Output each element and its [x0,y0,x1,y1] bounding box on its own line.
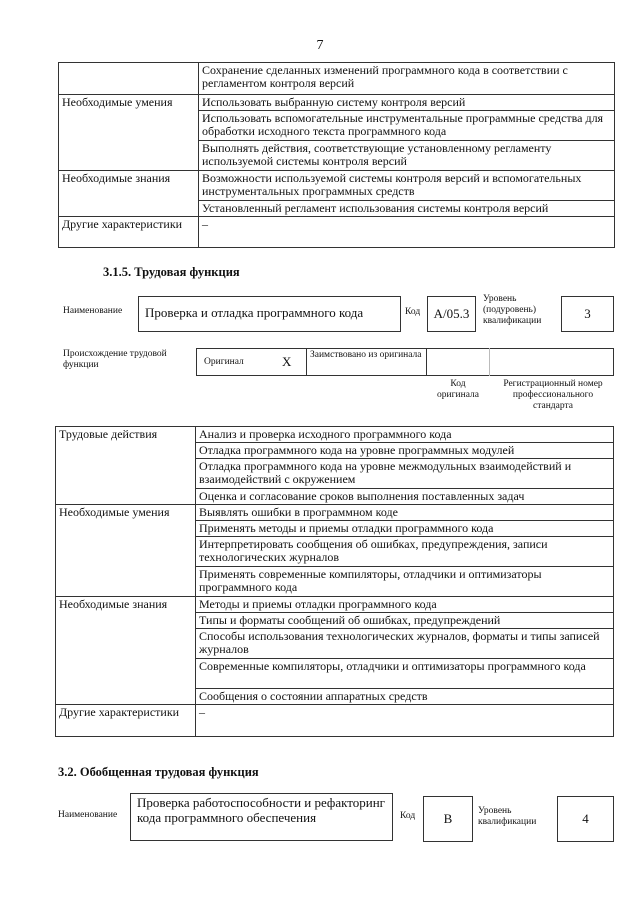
row-label [56,629,196,659]
row-text: Интерпретировать сообщения об ошибках, предупреждения, записи технологических журналов [196,537,614,567]
section-heading-315: 3.1.5. Трудовая функция [103,265,240,279]
name-value-32: Проверка работоспособности и рефакторинг кода программного обеспечения [137,795,386,825]
table-row [56,489,614,505]
level-label: Уровень (подуровень) квалификации [483,294,542,326]
row-label: Другие характеристики [56,705,196,737]
section-heading-32: 3.2. Обобщенная трудовая функция [58,765,259,779]
original-label: Оригинал [204,357,244,367]
row-text: Сохранение сделанных изменений программного кода в соответствии с регламентом контроля версий [199,63,615,95]
table-row [56,443,614,459]
row-label [56,689,196,705]
table-row [56,427,614,443]
row-text: Сообщения о состоянии аппаратных средств [196,689,614,705]
code-label: Код [405,307,421,317]
row-label [56,489,196,505]
skills-table-2 [55,426,614,737]
row-text: Использовать выбранную систему контроля версий [199,95,615,111]
table-row [59,201,615,217]
code-value-box [427,296,476,332]
row-label: Трудовые действия [56,427,196,443]
name-label: Наименование [63,306,123,316]
code-value-32: B [443,811,453,826]
row-label [59,111,199,141]
row-label: Необходимые умения [59,95,199,111]
row-text: Оценка и согласование сроков выполнения поставленных задач [196,489,614,505]
name-label-32: Наименование [58,810,118,820]
table-row [59,95,615,111]
code-value: A/05.3 [433,306,470,321]
table-row [56,567,614,597]
divider [426,348,427,376]
row-label [56,567,196,597]
row-label [59,141,199,171]
skills-table-1 [58,62,615,248]
table-row [59,63,615,95]
origin-label: Происхождение трудовой функции [63,349,167,370]
table-row [59,217,615,248]
row-text: Анализ и проверка исходного программного кода [196,427,614,443]
row-text: Выполнять действия, соответствующие установленному регламенту используемой системы контроля версий [199,141,615,171]
row-text: Использовать вспомогательные инструментальные программные средства для обработки исходного текста программного кода [199,111,615,141]
level-value-box-32 [557,796,614,842]
row-text: Современные компиляторы, отладчики и оптимизаторы программного кода [196,659,614,689]
row-label [56,459,196,489]
borrowed-label: Заимствовано из оригинала [310,350,422,360]
row-label [56,537,196,567]
reg-number-label: Регистрационный номер профессионального стандарта [503,379,603,411]
name-value-box [138,296,401,332]
row-text: Отладка программного кода на уровне межмодульных взаимодействий и взаимодействий с окружением [196,459,614,489]
row-text: Отладка программного кода на уровне программных модулей [196,443,614,459]
table-row [56,689,614,705]
table-row [56,613,614,629]
row-label [59,63,199,95]
name-value-box-32 [130,793,393,841]
row-label: Необходимые умения [56,505,196,521]
page-number: 7 [316,38,324,53]
table-row [59,171,615,201]
table-row [56,659,614,689]
row-text: Выявлять ошибки в программном коде [196,505,614,521]
divider [489,348,490,376]
original-mark: X [282,354,292,369]
row-text: Методы и приемы отладки программного кода [196,597,614,613]
row-text: Возможности используемой системы контроля версий и вспомогательных инструментальных программных средств [199,171,615,201]
table-row [56,597,614,613]
row-label: Другие характеристики [59,217,199,248]
row-label [59,201,199,217]
row-text: Применять современные компиляторы, отладчики и оптимизаторы программного кода [196,567,614,597]
code-original-label: Код оригинала [437,379,479,400]
row-label [56,443,196,459]
table-row [56,629,614,659]
table-row [56,705,614,737]
row-text: Применять методы и приемы отладки программного кода [196,521,614,537]
level-value: 3 [584,306,591,321]
row-text: Типы и форматы сообщений об ошибках, предупреждений [196,613,614,629]
row-label: Необходимые знания [59,171,199,201]
table-row [56,521,614,537]
divider [306,348,307,376]
row-label: Необходимые знания [56,597,196,613]
level-value-box [561,296,614,332]
row-text: – [199,217,615,248]
row-label [56,659,196,689]
table-row [56,537,614,567]
table-row [56,505,614,521]
table-row [59,111,615,141]
table-row [56,459,614,489]
row-label [56,613,196,629]
row-text: Установленный регламент использования системы контроля версий [199,201,615,217]
level-value-32: 4 [582,811,589,826]
row-label [56,521,196,537]
code-value-box-32 [423,796,473,842]
level-label-32: Уровень квалификации [478,806,537,827]
row-text: – [196,705,614,737]
table-row [59,141,615,171]
code-label-32: Код [400,811,416,821]
row-text: Способы использования технологических журналов, форматы и типы записей журналов [196,629,614,659]
name-value: Проверка и отладка программного кода [145,305,364,320]
